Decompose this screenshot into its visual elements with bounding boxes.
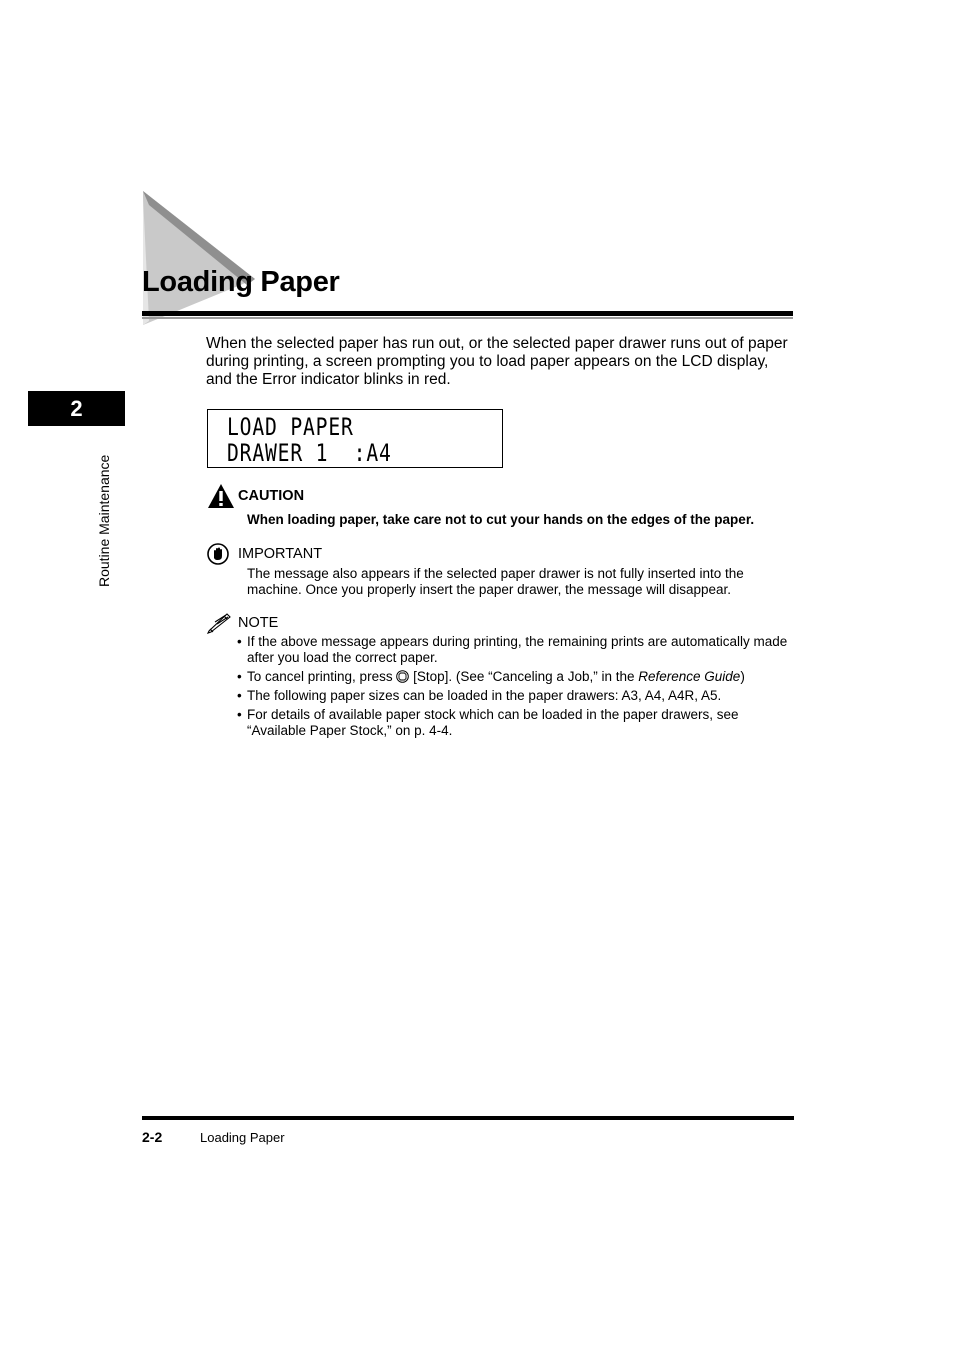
note-label: NOTE	[238, 615, 279, 631]
title-rule-shadow	[142, 317, 793, 319]
lcd-display	[207, 409, 503, 468]
note-list	[237, 634, 797, 742]
note-item: • If the above message appears during printing, the remaining prints are automatically made after you load the correct paper.	[237, 634, 797, 666]
note-item	[237, 669, 797, 685]
heading-triangle-decoration	[143, 191, 255, 325]
title-rule	[142, 311, 793, 316]
chapter-side-label	[92, 435, 116, 587]
warning-triangle-icon	[207, 483, 235, 509]
chapter-number: 2	[70, 395, 83, 421]
note-item-text: )	[740, 669, 745, 684]
chapter-tab	[28, 391, 125, 426]
chapter-name: Routine Maintenance	[96, 454, 112, 587]
hand-stop-icon	[207, 543, 229, 565]
note-item-text: [Stop]. (See “Canceling a Job,” in the	[413, 669, 635, 684]
footer-page-number: 2-2	[142, 1129, 163, 1145]
caution-label: CAUTION	[238, 488, 305, 504]
reference-guide-title: Reference Guide	[638, 669, 741, 684]
important-text: The message also appears if the selected paper drawer is not fully inserted into the machine. Once you properly insert the paper drawer, the message will disappear.	[247, 566, 744, 597]
important-label: IMPORTANT	[238, 546, 323, 562]
footer-rule	[142, 1116, 794, 1120]
caution-text: When loading paper, take care not to cut your hands on the edges of the paper.	[247, 512, 755, 527]
intro-paragraph: When the selected paper has run out, or the selected paper drawer runs out of paper during printing, a screen prompting you to load paper appears on the LCD display, and the Error indicator blinks in red.	[206, 335, 788, 388]
stop-key-icon	[396, 670, 409, 683]
lcd-line-1: LOAD PAPER	[227, 413, 354, 441]
footer-section-title: Loading Paper	[200, 1130, 285, 1145]
lcd-line-2: DRAWER 1 :A4	[227, 439, 392, 467]
pencil-icon	[206, 612, 232, 634]
note-item: • For details of available paper stock which can be loaded in the paper drawers, see “Available Paper Stock,” on p. 4-4.	[237, 707, 797, 739]
note-item: • The following paper sizes can be loaded in the paper drawers: A3, A4, A4R, A5.	[237, 688, 797, 704]
page-title: Loading Paper	[142, 266, 340, 298]
note-item-text: To cancel printing, press	[247, 669, 393, 684]
